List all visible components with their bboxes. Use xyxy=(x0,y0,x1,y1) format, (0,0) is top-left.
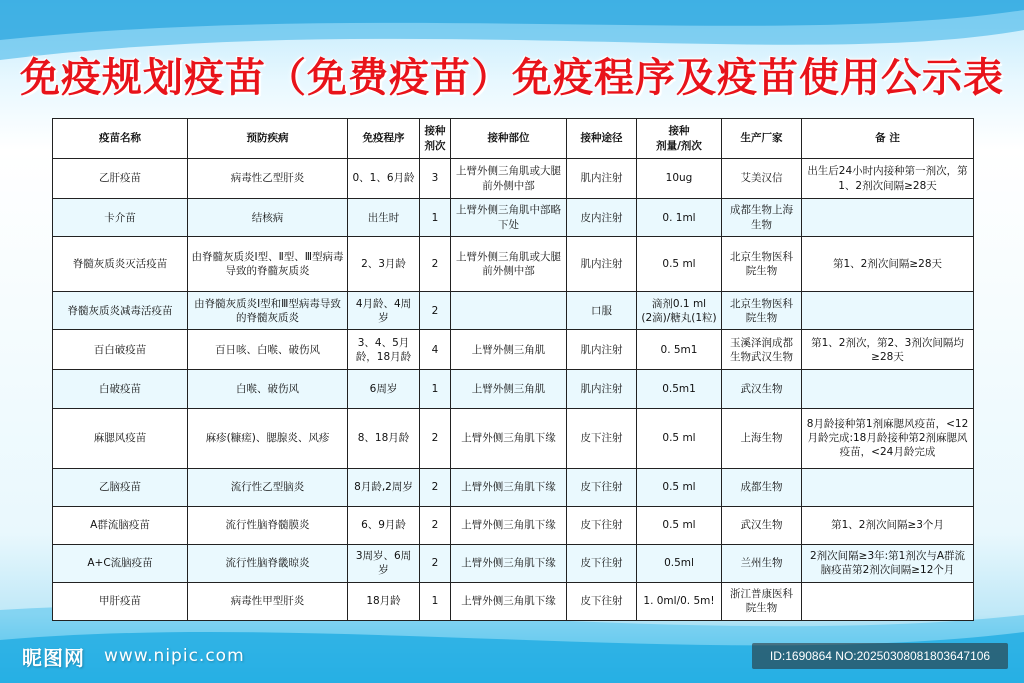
cell-dosage: 0. 1ml xyxy=(637,199,722,237)
cell-remarks xyxy=(802,468,974,506)
cell-disease: 麻疹(糠瘥)、腮腺炎、风疹 xyxy=(188,408,348,468)
table-header-row xyxy=(53,119,974,159)
vaccine-table xyxy=(52,118,974,621)
cell-disease: 病毒性甲型肝炎 xyxy=(188,582,348,620)
watermark-url: www.nipic.com xyxy=(104,646,245,666)
cell-doses: 3 xyxy=(420,159,451,199)
cell-vaccine-name: 乙脑疫苗 xyxy=(53,468,188,506)
cell-manufacturer: 浙江普康医科院生物 xyxy=(722,582,802,620)
cell-schedule: 6、9月龄 xyxy=(348,506,420,544)
cell-remarks xyxy=(802,292,974,330)
table-row xyxy=(53,408,974,468)
cell-remarks xyxy=(802,199,974,237)
cell-disease: 流行性乙型脑炎 xyxy=(188,468,348,506)
cell-schedule: 3、4、5月龄，18月龄 xyxy=(348,330,420,370)
cell-remarks: 第1、2剂次，第2、3剂次间隔均≥28天 xyxy=(802,330,974,370)
cell-manufacturer: 兰州生物 xyxy=(722,544,802,582)
cell-vaccine-name: 卡介苗 xyxy=(53,199,188,237)
cell-schedule: 6周岁 xyxy=(348,370,420,408)
cell-remarks: 2剂次间隔≥3年:第1剂次与A群流脑疫苗第2剂次间隔≥12个月 xyxy=(802,544,974,582)
cell-dosage: 1. 0ml/0. 5m! xyxy=(637,582,722,620)
cell-dosage: 0.5 ml xyxy=(637,237,722,292)
cell-route: 口服 xyxy=(567,292,637,330)
cell-manufacturer: 成都生物 xyxy=(722,468,802,506)
cell-schedule: 18月龄 xyxy=(348,582,420,620)
cell-remarks xyxy=(802,370,974,408)
cell-remarks: 第1、2剂次间隔≥3个月 xyxy=(802,506,974,544)
table-row xyxy=(53,582,974,620)
cell-site xyxy=(451,292,567,330)
cell-vaccine-name: 脊髓灰质炎减毒活疫苗 xyxy=(53,292,188,330)
cell-manufacturer: 北京生物医科院生物 xyxy=(722,237,802,292)
cell-route: 皮内注射 xyxy=(567,199,637,237)
cell-route: 肌内注射 xyxy=(567,370,637,408)
table-row xyxy=(53,237,974,292)
cell-doses: 2 xyxy=(420,408,451,468)
cell-doses: 1 xyxy=(420,199,451,237)
header-schedule: 免疫程序 xyxy=(348,119,420,159)
cell-route: 皮下往射 xyxy=(567,506,637,544)
cell-site: 上臂外侧三角肌下缘 xyxy=(451,506,567,544)
cell-site: 上臂外侧三角肌 xyxy=(451,370,567,408)
header-vaccine-name: 疫苗名称 xyxy=(53,119,188,159)
cell-site: 上臂外侧三角肌下缘 xyxy=(451,408,567,468)
cell-vaccine-name: 麻腮风疫苗 xyxy=(53,408,188,468)
cell-disease: 流行性脑脊畿晾炎 xyxy=(188,544,348,582)
cell-dosage: 0.5ml xyxy=(637,544,722,582)
cell-route: 皮下注射 xyxy=(567,408,637,468)
cell-vaccine-name: A群流脑疫苗 xyxy=(53,506,188,544)
cell-schedule: 2、3月龄 xyxy=(348,237,420,292)
cell-route: 皮下往射 xyxy=(567,582,637,620)
cell-disease: 百日咳、白喉、破伤风 xyxy=(188,330,348,370)
cell-vaccine-name: 百白破疫苗 xyxy=(53,330,188,370)
header-manufacturer: 生产厂家 xyxy=(722,119,802,159)
cell-vaccine-name: 甲肝疫苗 xyxy=(53,582,188,620)
cell-remarks: 出生后24小时内接种第一剂次，第1、2剂次间隔≥28天 xyxy=(802,159,974,199)
cell-remarks xyxy=(802,582,974,620)
cell-doses: 2 xyxy=(420,468,451,506)
image-id-label: ID:1690864 NO:20250308081803647106 xyxy=(752,643,1008,669)
cell-site: 上臂外侧三角肌或大腿前外侧中部 xyxy=(451,237,567,292)
cell-dosage: 0.5 ml xyxy=(637,408,722,468)
cell-doses: 2 xyxy=(420,292,451,330)
cell-disease: 流行性脑脊髓膜炎 xyxy=(188,506,348,544)
table-row xyxy=(53,199,974,237)
cell-vaccine-name: 乙肝疫苗 xyxy=(53,159,188,199)
header-remarks: 备 注 xyxy=(802,119,974,159)
cell-route: 肌内注射 xyxy=(567,237,637,292)
cell-schedule: 出生时 xyxy=(348,199,420,237)
cell-dosage: 0.5 ml xyxy=(637,506,722,544)
cell-site: 上臂外侧三角肌下缘 xyxy=(451,468,567,506)
cell-site: 上臂外侧三角肌或大腿前外侧中部 xyxy=(451,159,567,199)
cell-site: 上臂外侧三角肌中部略下处 xyxy=(451,199,567,237)
cell-schedule: 4月龄、4周岁 xyxy=(348,292,420,330)
cell-disease: 由脊髓灰质炎I型和Ⅲ型病毒导致的脊髓灰质炎 xyxy=(188,292,348,330)
cell-vaccine-name: 白破疫苗 xyxy=(53,370,188,408)
cell-site: 上臂外侧三角肌下缘 xyxy=(451,544,567,582)
cell-vaccine-name: A+C流脑疫苗 xyxy=(53,544,188,582)
cell-doses: 1 xyxy=(420,370,451,408)
table-row xyxy=(53,370,974,408)
table-row xyxy=(53,330,974,370)
cell-schedule: 0、1、6月龄 xyxy=(348,159,420,199)
cell-route: 肌内注射 xyxy=(567,330,637,370)
cell-dosage: 0.5m1 xyxy=(637,370,722,408)
cell-remarks: 8月龄接种第1剂麻腮风疫苗，<12月龄完成:18月龄接种第2剂麻腮风疫苗，<24月龄完成 xyxy=(802,408,974,468)
cell-route: 肌内注射 xyxy=(567,159,637,199)
cell-disease: 结核病 xyxy=(188,199,348,237)
cell-manufacturer: 武汉生物 xyxy=(722,370,802,408)
table-row xyxy=(53,468,974,506)
watermark-logo: 昵图网 xyxy=(22,646,85,670)
table-row xyxy=(53,292,974,330)
cell-site: 上臂外侧三角肌 xyxy=(451,330,567,370)
table-row xyxy=(53,544,974,582)
cell-doses: 2 xyxy=(420,544,451,582)
header-dosage: 接种 剂量/剂次 xyxy=(637,119,722,159)
cell-manufacturer: 玉溪泽润成都生物武汉生物 xyxy=(722,330,802,370)
cell-manufacturer: 上海生物 xyxy=(722,408,802,468)
cell-schedule: 8、18月龄 xyxy=(348,408,420,468)
cell-doses: 4 xyxy=(420,330,451,370)
cell-schedule: 3周岁、6周岁 xyxy=(348,544,420,582)
cell-manufacturer: 艾美汉信 xyxy=(722,159,802,199)
cell-vaccine-name: 脊髓灰质炎灭活疫苗 xyxy=(53,237,188,292)
cell-manufacturer: 武汉生物 xyxy=(722,506,802,544)
header-disease: 预防疾病 xyxy=(188,119,348,159)
table-row xyxy=(53,159,974,199)
header-route: 接种途径 xyxy=(567,119,637,159)
table-row xyxy=(53,506,974,544)
cell-disease: 由脊髓灰质炎I型、Ⅱ型、Ⅲ型病毒导致的脊髓灰质炎 xyxy=(188,237,348,292)
cell-dosage: 滴剂0.1 ml (2滴)/糖丸(1粒) xyxy=(637,292,722,330)
cell-manufacturer: 成都生物上海生物 xyxy=(722,199,802,237)
cell-doses: 2 xyxy=(420,506,451,544)
cell-disease: 白喉、破伤风 xyxy=(188,370,348,408)
cell-manufacturer: 北京生物医科院生物 xyxy=(722,292,802,330)
page-title: 免疫规划疫苗（免费疫苗）免疫程序及疫苗使用公示表 xyxy=(20,55,1004,101)
header-doses: 接种 剂次 xyxy=(420,119,451,159)
cell-disease: 病毒性乙型肝炎 xyxy=(188,159,348,199)
cell-route: 皮下往射 xyxy=(567,468,637,506)
cell-dosage: 0. 5m1 xyxy=(637,330,722,370)
cell-dosage: 10ug xyxy=(637,159,722,199)
header-site: 接种部位 xyxy=(451,119,567,159)
cell-route: 皮下往射 xyxy=(567,544,637,582)
cell-remarks: 第1、2剂次间隔≥28天 xyxy=(802,237,974,292)
cell-doses: 2 xyxy=(420,237,451,292)
cell-site: 上臂外侧三角肌下缘 xyxy=(451,582,567,620)
cell-dosage: 0.5 ml xyxy=(637,468,722,506)
cell-schedule: 8月龄,2周岁 xyxy=(348,468,420,506)
cell-doses: 1 xyxy=(420,582,451,620)
